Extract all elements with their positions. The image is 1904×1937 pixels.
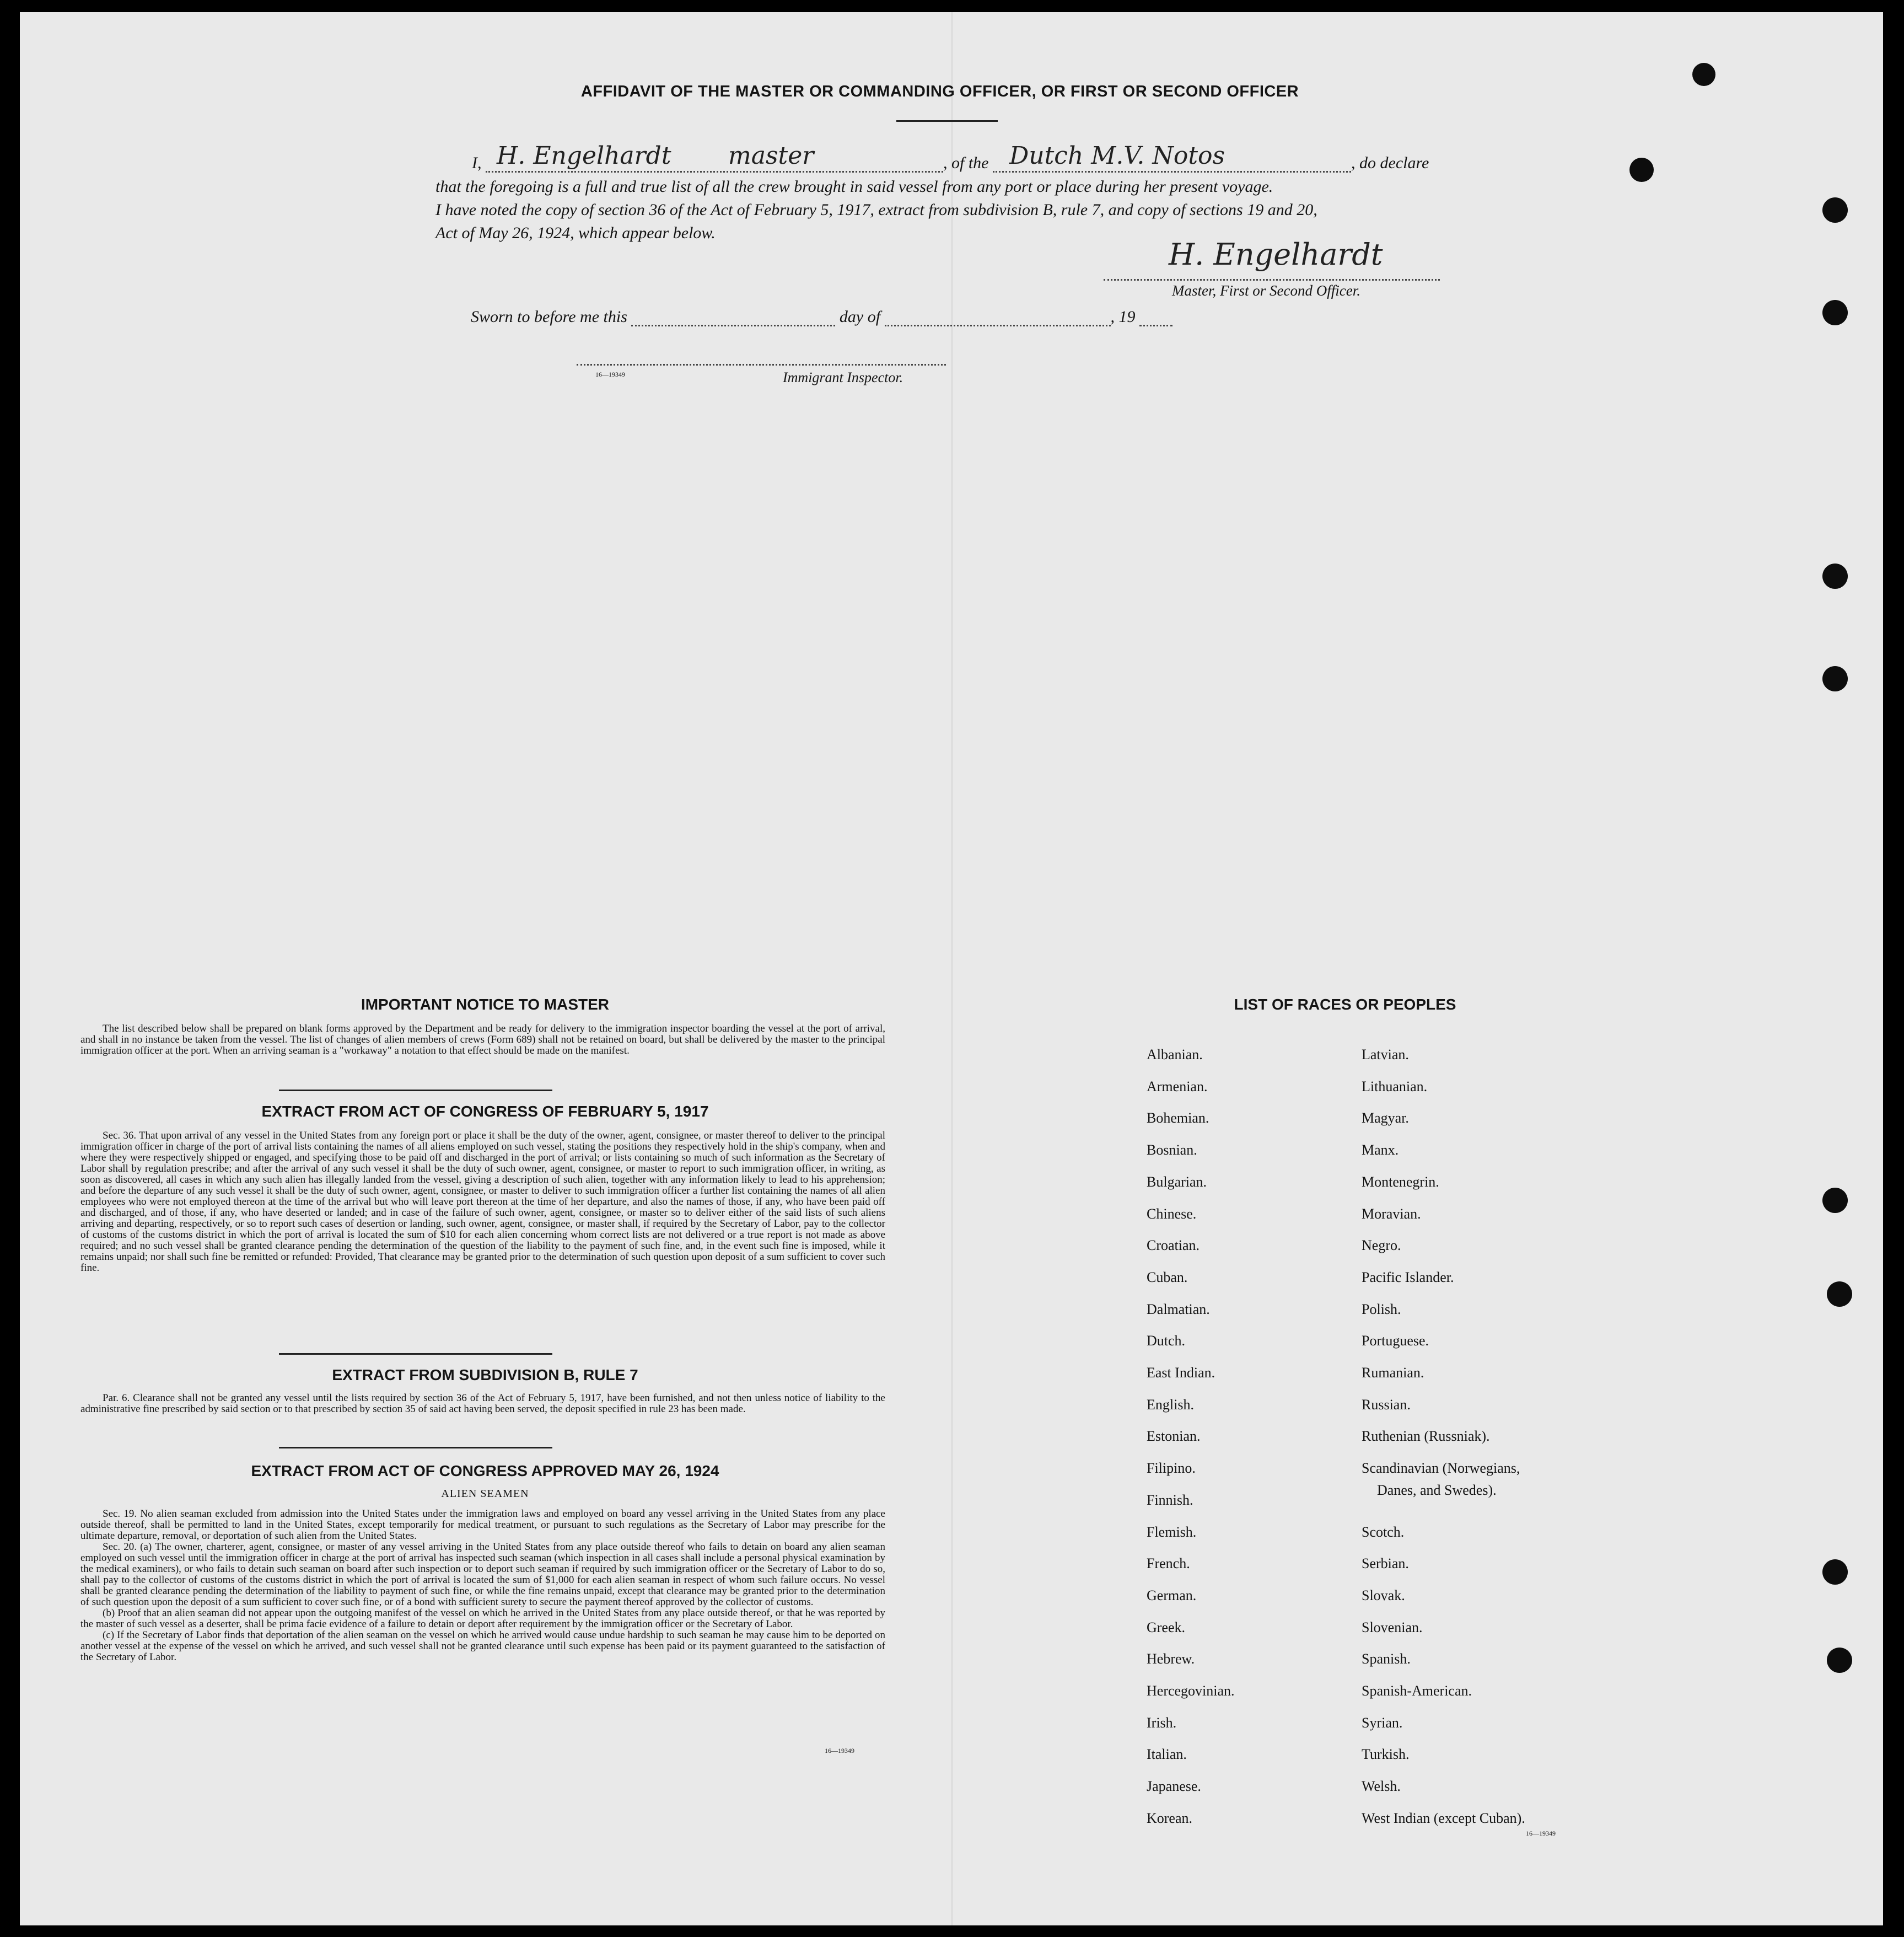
subdivision-b-body: [80, 1393, 885, 1415]
section-rule: [279, 1353, 552, 1355]
race-item: Korean.: [1147, 1810, 1193, 1826]
race-item: Pacific Islander.: [1362, 1269, 1454, 1285]
race-item: Albanian.: [1147, 1047, 1203, 1063]
binder-hole: [1822, 1188, 1848, 1213]
race-item: Cuban.: [1147, 1269, 1188, 1285]
race-item: East Indian.: [1147, 1365, 1215, 1381]
race-item: Armenian.: [1147, 1079, 1208, 1094]
extract-1924-title: EXTRACT FROM ACT OF CONGRESS APPROVED MAY 26, 1924: [251, 1462, 719, 1479]
signature-caption: Master, First or Second Officer.: [1172, 282, 1360, 299]
binder-hole: [1692, 63, 1715, 86]
notice-title: IMPORTANT NOTICE TO MASTER: [361, 996, 610, 1013]
race-item: Serbian.: [1362, 1555, 1409, 1571]
affidavit-title: AFFIDAVIT OF THE MASTER OR COMMANDING OFFICER, OR FIRST OR SECOND OFFICER: [580, 83, 1299, 100]
race-item: Hebrew.: [1147, 1651, 1195, 1667]
inspector-line: [577, 353, 946, 366]
sworn-year-label: , 19: [1110, 308, 1136, 326]
race-item: Bohemian.: [1147, 1110, 1209, 1126]
extract-1917-body: [80, 1130, 885, 1274]
binder-hole: [1822, 666, 1848, 691]
form-number-affidavit: 16—19349: [595, 371, 625, 378]
subdivision-b-title: EXTRACT FROM SUBDIVISION B, RULE 7: [332, 1366, 638, 1383]
race-item: Spanish.: [1362, 1651, 1411, 1667]
race-item: English.: [1147, 1397, 1194, 1413]
race-item: Filipino.: [1147, 1460, 1196, 1476]
line1-mid: , of the: [943, 154, 989, 172]
race-item: Welsh.: [1362, 1778, 1401, 1794]
sec-20c-paragraph: (c) If the Secretary of Labor finds that deportation of the alien seaman on the vessel on which he arrived would cause undue hardship to such seaman he may cause him to be deported on another vessel at the expense of the vessel on which he arrived, and such vessel shall not be granted clearance until such expense has been paid or its payment guaranteed to the satisfaction of the Secretary of Labor.: [80, 1629, 885, 1663]
line1-suffix: , do declare: [1351, 154, 1429, 172]
binder-hole: [1827, 1648, 1852, 1673]
race-item: Dutch.: [1147, 1333, 1186, 1349]
binder-hole: [1629, 158, 1654, 182]
race-item: Turkish.: [1362, 1746, 1410, 1762]
race-item: Montenegrin.: [1362, 1174, 1439, 1190]
binder-hole: [1822, 564, 1848, 589]
sec-19-paragraph: Sec. 19. No alien seaman excluded from admission into the United States under the immigration laws and employed on board any vessel arriving in the United States from any place outside thereof, shall be permitted to land in the United States, except temporarily for medical treatment, or pursuant to such regulations as the Secretary of Labor may prescribe for the ultimate departure, removal, or deportation of such alien from the United States.: [80, 1508, 885, 1542]
sworn-date-field: [631, 308, 835, 326]
form-number-right: 16—19349: [1526, 1829, 1556, 1837]
par-6-paragraph: Par. 6. Clearance shall not be granted any vessel until the lists required by section 36 of the Act of February 5, 1917, have been furnished, and not then unless notice of liability to the administrative fine prescribed by said section or to that prescribed by section 35 of said act having been served, the deposit specified in rule 23 has been made.: [80, 1392, 885, 1415]
signature: H. Engelhardt: [1169, 237, 1383, 272]
form-number-left: 16—19349: [825, 1747, 854, 1754]
race-item: Lithuanian.: [1362, 1079, 1428, 1094]
binder-hole: [1827, 1281, 1852, 1307]
section-36-paragraph: Sec. 36. That upon arrival of any vessel in the United States from any foreign port or place it shall be the duty of the owner, agent, consignee, or master thereof to deliver to the principal immigration officer in charge of the port of arrival lists containing the names of all aliens employed on such vessel, stating the positions they respectively hold in the ship's company, when and where they were respectively shipped or engaged, and specifying those to be paid off and discharged in the port of arrival; or lists containing so much of such information as the Secretary of Labor shall by regulation prescribe; and after the arrival of any such vessel it shall be the duty of such owner, agent, consignee, or master to report to such immigration officer, in writing, as soon as discovered, all cases in which any such alien has illegally landed from the vessel, giving a description of such alien, together with any information likely to lead to his apprehension; and before the departure of any such vessel it shall be the duty of such owner, agent, consignee, or master to deliver to such immigration officer a further list containing the names of all alien employees who were not employed thereon at the time of the arrival but who will leave port thereon at the time of her departure, and also the names of those, if any, who have been paid off and discharged, and of those, if any, who have deserted or landed; and in case of the failure of such owner, agent, consignee, or master so to deliver either of the said lists of such aliens arriving and departing, respectively, or so to report such cases of desertion or landing, such owner, agent, consignee, or master shall, if required by the Secretary of Labor, pay to the collector of customs of the customs district in which the port of arrival is located the sum of $10 for each alien concerning whom correct lists are not delivered or a true report is not made as above required; and no such vessel shall be granted clearance pending the determination of the question of the liability to the payment of such fine, and, in the event such fine is imposed, while it remains unpaid; nor shall such fine be remitted or refunded: Provided, That clearance may be granted prior to the determination of such question upon deposit of a sum sufficient to cover such fine.: [80, 1130, 885, 1274]
race-item: Estonian.: [1147, 1428, 1201, 1444]
sworn-day-label: day of: [839, 308, 881, 326]
race-item: Irish.: [1147, 1715, 1177, 1731]
race-item: Latvian.: [1362, 1047, 1409, 1063]
race-item: Croatian.: [1147, 1237, 1200, 1253]
race-item: Chinese.: [1147, 1206, 1197, 1222]
race-item: Hercegovinian.: [1147, 1683, 1235, 1699]
race-item: West Indian (except Cuban).: [1362, 1810, 1525, 1826]
race-item: Flemish.: [1147, 1524, 1197, 1540]
race-item: Finnish.: [1147, 1492, 1193, 1508]
race-item: German.: [1147, 1587, 1197, 1603]
notice-body: [80, 1023, 885, 1056]
race-item: Bosnian.: [1147, 1142, 1197, 1158]
affidavit-line-4: Act of May 26, 1924, which appear below.: [435, 224, 716, 242]
race-item-continuation: Danes, and Swedes).: [1377, 1482, 1497, 1498]
binder-hole: [1822, 197, 1848, 223]
race-item: Scandinavian (Norwegians,: [1362, 1460, 1520, 1476]
race-item: Portuguese.: [1362, 1333, 1429, 1349]
race-item: Slovenian.: [1362, 1619, 1423, 1635]
vessel-name: Dutch M.V. Notos: [1009, 142, 1225, 170]
vessel-field: [993, 142, 1351, 173]
section-rule: [279, 1447, 552, 1448]
sworn-line: [471, 308, 1172, 326]
race-item: Scotch.: [1362, 1524, 1405, 1540]
race-item: Japanese.: [1147, 1778, 1201, 1794]
line1-prefix: I,: [472, 154, 482, 172]
race-item: Moravian.: [1362, 1206, 1421, 1222]
affidavit-line-2: that the foregoing is a full and true list of all the crew brought in said vessel from any port or place during her present voyage.: [435, 178, 1273, 196]
race-item: Manx.: [1362, 1142, 1399, 1158]
sec-20a-paragraph: Sec. 20. (a) The owner, charterer, agent, consignee, or master of any vessel arriving in the United States from any place outside thereof who fails to detain on board any alien seaman employed on such vessel until the immigration officer in charge at the port of arrival has inspected such seaman (which inspection in all cases shall include a personal physical examination by the medical examiners), or who fails to detain such seaman on board after such inspection or to deport such seaman if required by such immigration officer or the Secretary of Labor to do so, shall pay to the collector of customs of the customs district in which the port of arrival is located the sum of $1,000 for each alien seaman in respect of whom such failure occurs. No vessel shall be granted clearance pending the determination of the liability to payment of such fine, or while the fine remains unpaid, except that clearance may be granted prior to the determination of such question upon the deposit of a sum sufficient to cover such fine, or of a bond with sufficient surety to secure the payment thereof approved by the collector of customs.: [80, 1541, 885, 1608]
inspector-caption: Immigrant Inspector.: [783, 369, 903, 385]
race-item: Rumanian.: [1362, 1365, 1424, 1381]
race-item: Bulgarian.: [1147, 1174, 1207, 1190]
sworn-prefix: Sworn to before me this: [471, 308, 627, 326]
notice-paragraph: The list described below shall be prepared on blank forms approved by the Department and be ready for delivery to the immigration inspector boarding the vessel at the port of arrival, and shall in no instance be taken from the vessel. The list of changes of alien members of crews (Form 689) shall not be retained on board, but shall be delivered by the master to the principal immigration officer at the port. When an arriving seaman is a "workaway" a notation to that effect should be made on the manifest.: [80, 1023, 885, 1056]
page-fold: [951, 12, 953, 1925]
race-item: Magyar.: [1362, 1110, 1409, 1126]
binder-hole: [1822, 300, 1848, 325]
extract-1917-title: EXTRACT FROM ACT OF CONGRESS OF FEBRUARY 5, 1917: [261, 1103, 709, 1120]
race-item: Greek.: [1147, 1619, 1186, 1635]
sworn-year-field: [1139, 308, 1172, 326]
title-rule: [896, 120, 998, 122]
race-item: Spanish-American.: [1362, 1683, 1472, 1699]
affidavit-line-3: I have noted the copy of section 36 of the Act of February 5, 1917, extract from subdivision B, rule 7, and copy of sections 19 and 20,: [435, 201, 1317, 219]
sec-20b-paragraph: (b) Proof that an alien seaman did not appear upon the outgoing manifest of the vessel on which he arrived in the United States from any place outside thereof, or that he was reported by the master of such vessel as a deserter, shall be prima facie evidence of a failure to detain or deport after requirement by the immigration officer or the Secretary of Labor.: [80, 1607, 885, 1630]
race-item: Negro.: [1362, 1237, 1401, 1253]
officer-rank: master: [728, 142, 814, 170]
race-item: Russian.: [1362, 1397, 1411, 1413]
section-rule: [279, 1090, 552, 1091]
race-item: French.: [1147, 1555, 1190, 1571]
race-item: Syrian.: [1362, 1715, 1403, 1731]
officer-field: [486, 142, 943, 173]
races-title: LIST OF RACES OR PEOPLES: [1234, 996, 1456, 1013]
race-item: Polish.: [1362, 1301, 1401, 1317]
affidavit-line-1: [472, 142, 1429, 173]
binder-hole: [1822, 1559, 1848, 1585]
race-item: Slovak.: [1362, 1587, 1405, 1603]
extract-1924-body: [80, 1509, 885, 1663]
race-item: Ruthenian (Russniak).: [1362, 1428, 1490, 1444]
sworn-month-field: [885, 308, 1111, 326]
race-item: Dalmatian.: [1147, 1301, 1210, 1317]
race-item: Italian.: [1147, 1746, 1187, 1762]
officer-name: H. Engelhardt: [497, 142, 671, 170]
alien-seamen-subtitle: ALIEN SEAMEN: [441, 1488, 529, 1500]
